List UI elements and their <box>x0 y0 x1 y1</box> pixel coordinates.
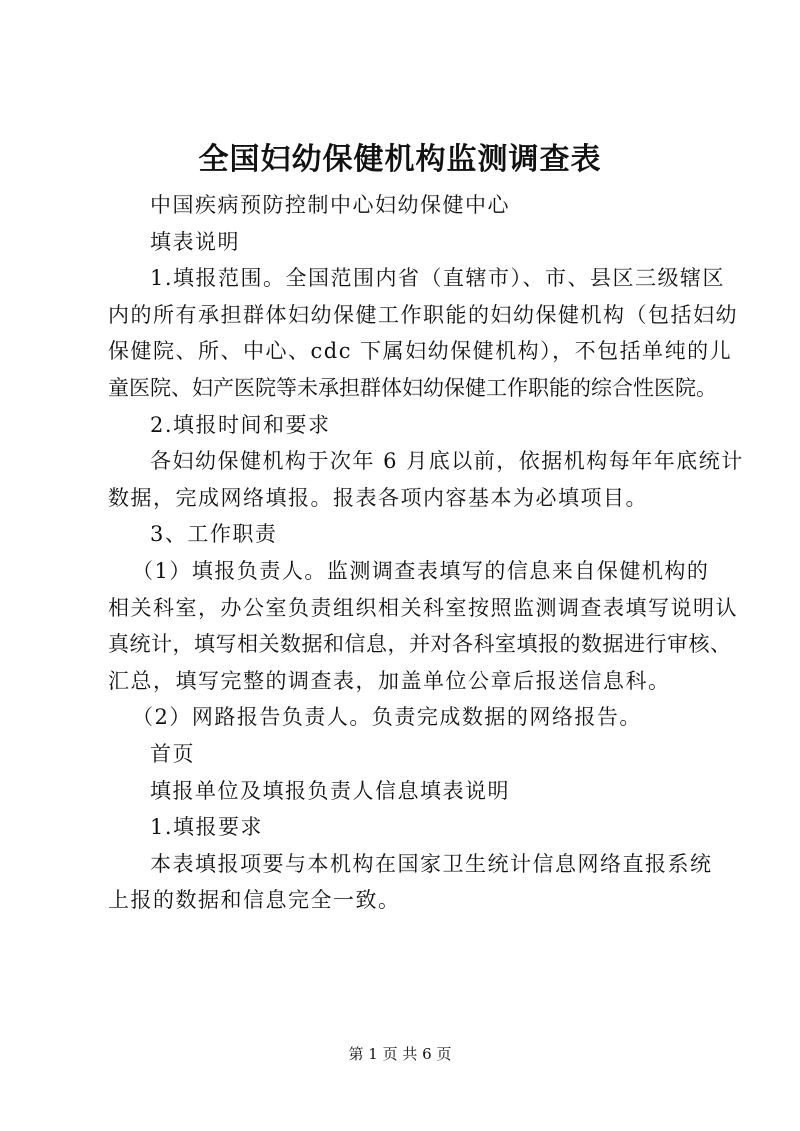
paragraph-line: 童医院、妇产医院等未承担群体妇幼保健工作职能的综合性医院。 <box>108 375 717 400</box>
page-number-footer: 第 1 页 共 6 页 <box>348 1045 452 1063</box>
paragraph-line: （1）填报负责人。监测调查表填写的信息来自保健机构的 <box>132 558 710 583</box>
paragraph-line: （2）网路报告负责人。负责完成数据的网络报告。 <box>132 705 642 730</box>
document-body <box>108 187 744 919</box>
paragraph-line: 上报的数据和信息完全一致。 <box>108 888 401 913</box>
paragraph-line: 1.填报范围。全国范围内省（直辖市）、市、县区三级辖区 <box>150 266 726 291</box>
paragraph-line: 各妇幼保健机构于次年 6 月底以前，依据机构每年年底统计 <box>150 449 744 474</box>
section-heading-time: 2.填报时间和要求 <box>150 412 331 437</box>
paragraph-line: 真统计，填写相关数据和信息，并对各科室填报的数据进行审核、 <box>108 632 732 657</box>
paragraph-line: 汇总，填写完整的调查表，加盖单位公章后报送信息科。 <box>108 668 671 693</box>
issuing-organization: 中国疾病预防控制中心妇幼保健中心 <box>150 193 510 217</box>
document-title: 全国妇幼保健机构监测调查表 <box>198 142 602 177</box>
paragraph-line: 内的所有承担群体妇幼保健工作职能的妇幼保健机构（包括妇幼 <box>108 302 738 327</box>
paragraph-line: 保健院、所、中心、cdc 下属妇幼保健机构），不包括单纯的儿 <box>108 339 733 364</box>
paragraph-line: 相关科室，办公室负责组织相关科室按照监测调查表填写说明认 <box>108 595 738 620</box>
section-heading-instructions: 填表说明 <box>150 229 240 254</box>
section-heading-duties: 3、工作职责 <box>150 522 278 547</box>
paragraph-line: 数据，完成网络填报。报表各项内容基本为必填项目。 <box>108 485 648 510</box>
subsection-heading-requirements: 1.填报要求 <box>150 815 264 840</box>
subsection-heading: 填报单位及填报负责人信息填表说明 <box>150 778 510 803</box>
section-heading-front-page: 首页 <box>150 741 195 766</box>
paragraph-line: 本表填报项要与本机构在国家卫生统计信息网络直报系统 <box>150 851 713 876</box>
